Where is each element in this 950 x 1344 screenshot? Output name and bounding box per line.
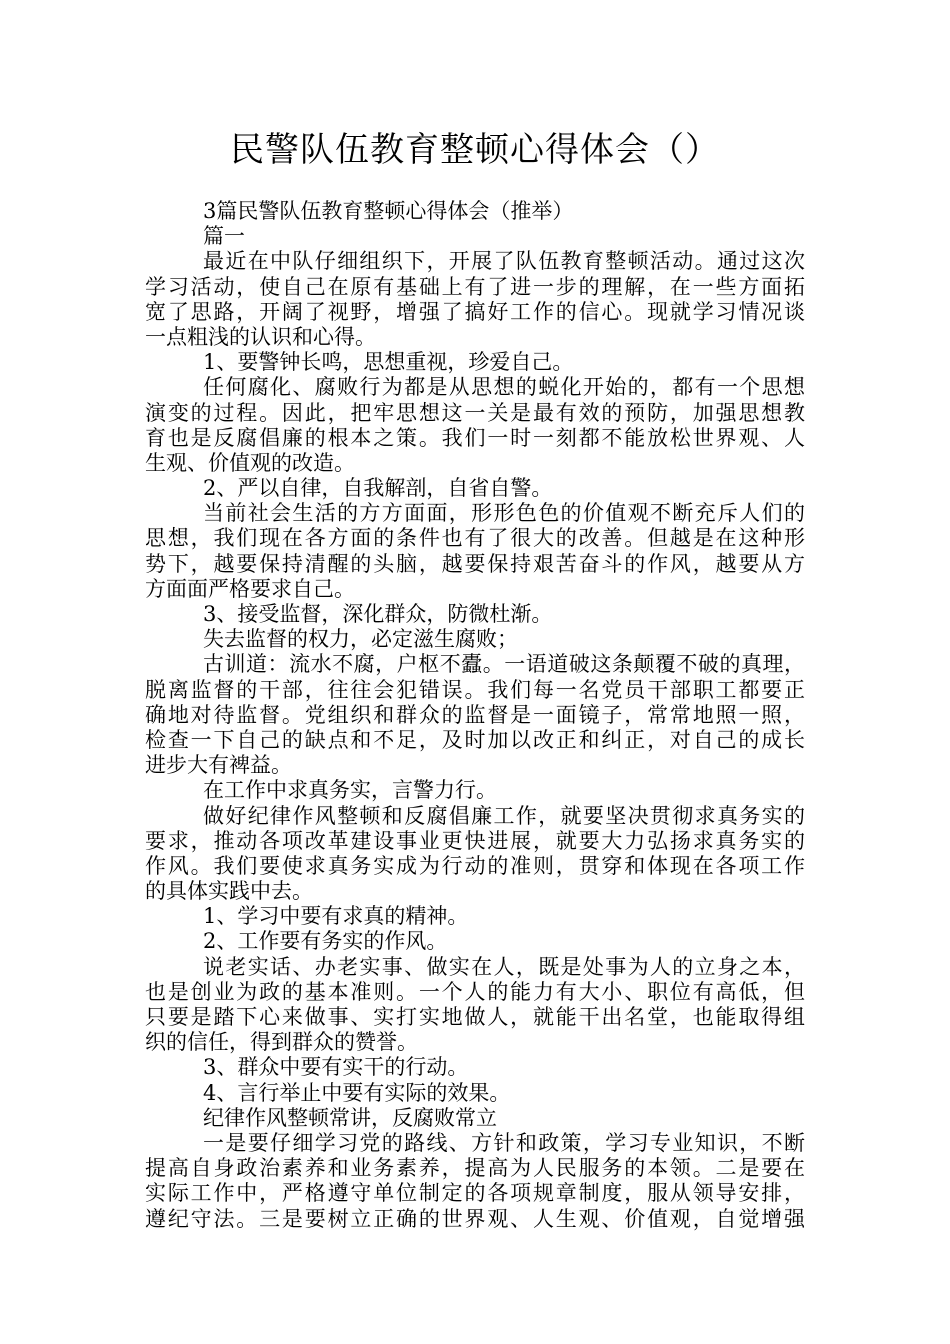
- text-line: 学习活动，使自己在原有基础上有了进一步的理解，在一些方面拓: [145, 274, 805, 299]
- text-line: 织的信任，得到群众的赞誉。: [145, 1030, 418, 1055]
- text-line: 3、接受监督，深化群众，防微杜渐。: [203, 602, 553, 626]
- text-line: 思想，我们现在各方面的条件也有了很大的改善。但越是在这种形: [145, 526, 805, 551]
- text-line: 方面面严格要求自己。: [145, 576, 355, 601]
- text-line: 1、学习中要有求真的精神。: [203, 904, 469, 929]
- text-line: 进步大有裨益。: [145, 753, 292, 778]
- text-line: 古训道：流水不腐，户枢不蠹。一语道破这条颠覆不破的真理，: [203, 652, 805, 677]
- text-line: 势下，越要保持清醒的头脑，越要保持艰苦奋斗的作风，越要从方: [145, 551, 805, 576]
- text-line: 脱离监督的干部，往往会犯错误。我们每一名党员干部职工都要正: [145, 677, 805, 702]
- text-line: 作风。我们要使求真务实成为行动的准则，贯穿和体现在各项工作: [145, 853, 805, 878]
- text-line: 当前社会生活的方方面面，形形色色的价值观不断充斥人们的: [203, 501, 805, 526]
- text-line: 2、严以自律，自我解剖，自省自警。: [203, 476, 553, 501]
- text-line: 3、群众中要有实干的行动。: [203, 1055, 469, 1080]
- text-line: 只要是踏下心来做事、实打实地做人，就能干出名堂，也能取得组: [145, 1005, 805, 1029]
- text-line: 一点粗浅的认识和心得。: [145, 324, 376, 349]
- text-line: 最近在中队仔细组织下，开展了队伍教育整顿活动。通过这次: [203, 249, 805, 274]
- page-title: 民警队伍教育整顿心得体会（）: [230, 130, 720, 170]
- text-line: 失去监督的权力，必定滋生腐败；: [203, 627, 518, 652]
- text-line: 4、言行举止中要有实际的效果。: [203, 1080, 511, 1105]
- text-line: 宽了思路，开阔了视野，增强了搞好工作的信心。现就学习情况谈: [145, 299, 805, 324]
- text-line: 说老实话、办老实事、做实在人，既是处事为人的立身之本，: [203, 954, 805, 979]
- text-line: 篇一: [203, 224, 245, 249]
- document-body: [145, 199, 805, 1232]
- text-line: 演变的过程。因此，把牢思想这一关是最有效的预防，加强思想教: [145, 400, 805, 425]
- text-line: 要求，推动各项改革建设事业更快进展，就要大力弘扬求真务实的: [145, 828, 805, 853]
- text-line: 生观、价值观的改造。: [145, 450, 355, 475]
- text-line: 遵纪守法。三是要树立正确的世界观、人生观、价值观，自觉增强: [145, 1206, 805, 1231]
- text-line: 的具体实践中去。: [145, 879, 313, 904]
- text-line: 在工作中求真务实，言警力行。: [203, 778, 497, 803]
- text-line: 确地对待监督。党组织和群众的监督是一面镜子，常常地照一照，: [145, 702, 805, 727]
- text-line: 1、要警钟长鸣，思想重视，珍爱自己。: [203, 350, 574, 375]
- text-line: 实际工作中，严格遵守单位制定的各项规章制度，服从领导安排，: [145, 1181, 805, 1206]
- text-line: 2、工作要有务实的作风。: [203, 929, 448, 954]
- text-line: 3篇民警队伍教育整顿心得体会（推举）: [203, 199, 574, 223]
- text-line: 提高自身政治素养和业务素养，提高为人民服务的本领。二是要在: [145, 1156, 805, 1181]
- text-line: 也是创业为政的基本准则。一个人的能力有大小、职位有高低，但: [145, 979, 805, 1004]
- text-line: 任何腐化、腐败行为都是从思想的蜕化开始的，都有一个思想: [203, 375, 805, 400]
- text-line: 做好纪律作风整顿和反腐倡廉工作，就要坚决贯彻求真务实的: [203, 803, 805, 828]
- text-line: 检查一下自己的缺点和不足，及时加以改正和纠正，对自己的成长: [145, 727, 805, 752]
- text-line: 育也是反腐倡廉的根本之策。我们一时一刻都不能放松世界观、人: [145, 425, 805, 450]
- text-line: 一是要仔细学习党的路线、方针和政策，学习专业知识，不断: [203, 1130, 805, 1155]
- text-line: 纪律作风整顿常讲，反腐败常立: [203, 1105, 497, 1130]
